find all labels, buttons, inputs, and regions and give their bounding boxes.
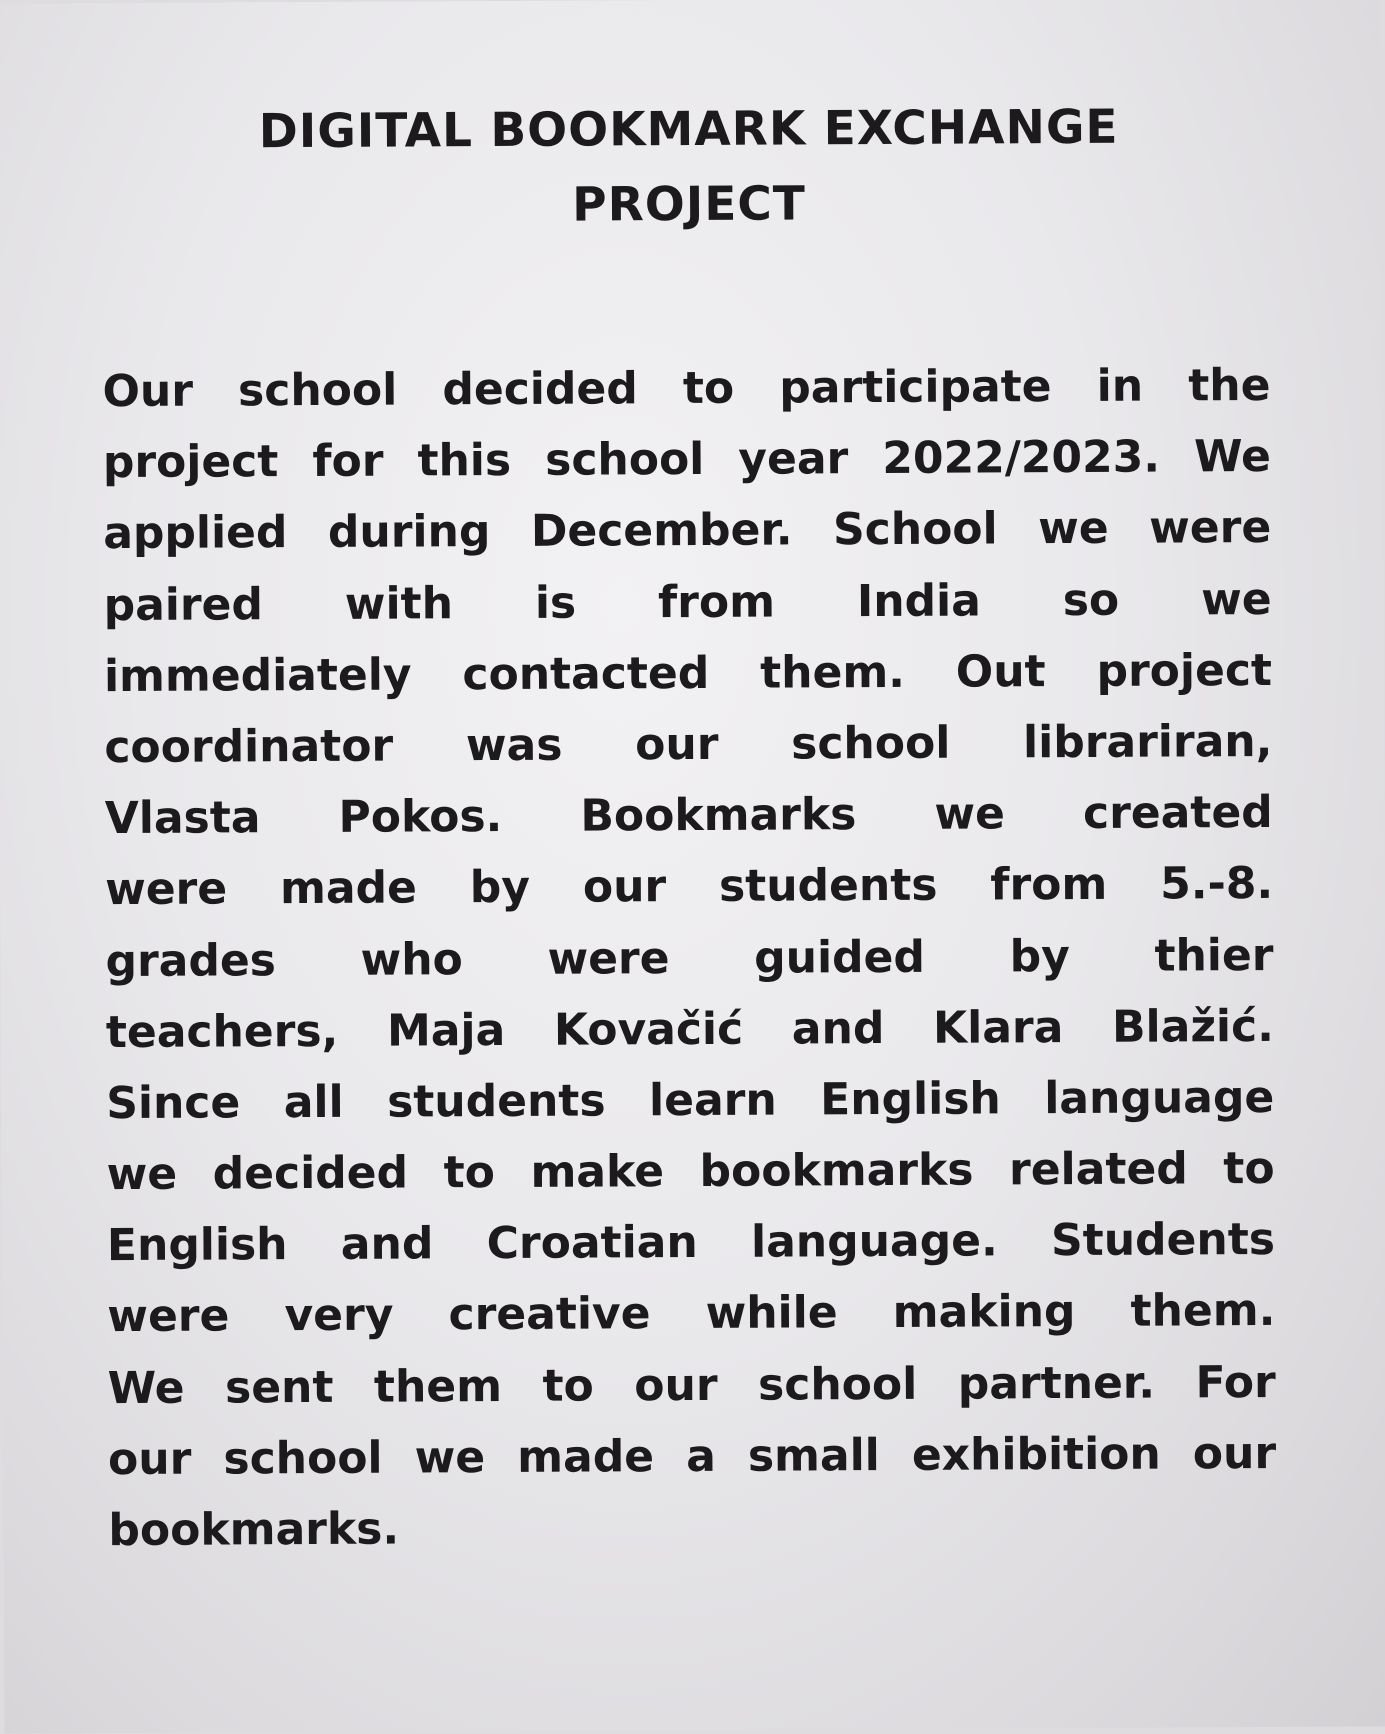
body-line: our school we made a small exhibition our [107, 1427, 1277, 1485]
body-line: applied during December. School we were [103, 502, 1272, 560]
body-paragraph [102, 350, 1276, 1566]
document-title [0, 88, 1382, 245]
body-line: paired with is from India so we [103, 573, 1272, 631]
title-line-2: PROJECT [572, 176, 807, 233]
body-line: Vlasta Pokos. Bookmarks we created [104, 787, 1273, 845]
body-line: we decided to make bookmarks related to [106, 1143, 1275, 1201]
body-line: coordinator was our school librariran, [104, 715, 1273, 774]
body-line: We sent them to our school partner. For [107, 1356, 1276, 1414]
body-line: project for this school year 2022/2023. We [102, 431, 1272, 489]
body-line: immediately contacted them. Out project [103, 644, 1273, 702]
body-line: grades who were guided by thier [105, 929, 1274, 987]
body-line: Our school decided to participate in the [102, 359, 1271, 418]
title-line-1: DIGITAL BOOKMARK EXCHANGE [258, 99, 1119, 160]
body-line: Since all students learn English language [106, 1071, 1275, 1129]
body-line: teachers, Maja Kovačić and Klara Blažić. [105, 1000, 1274, 1058]
body-line: were very creative while making them. [107, 1285, 1276, 1343]
body-line-last: bookmarks. [108, 1503, 400, 1557]
body-line: English and Croatian language. Students [106, 1214, 1276, 1272]
body-line: were made by our students from 5.-8. [104, 858, 1274, 916]
